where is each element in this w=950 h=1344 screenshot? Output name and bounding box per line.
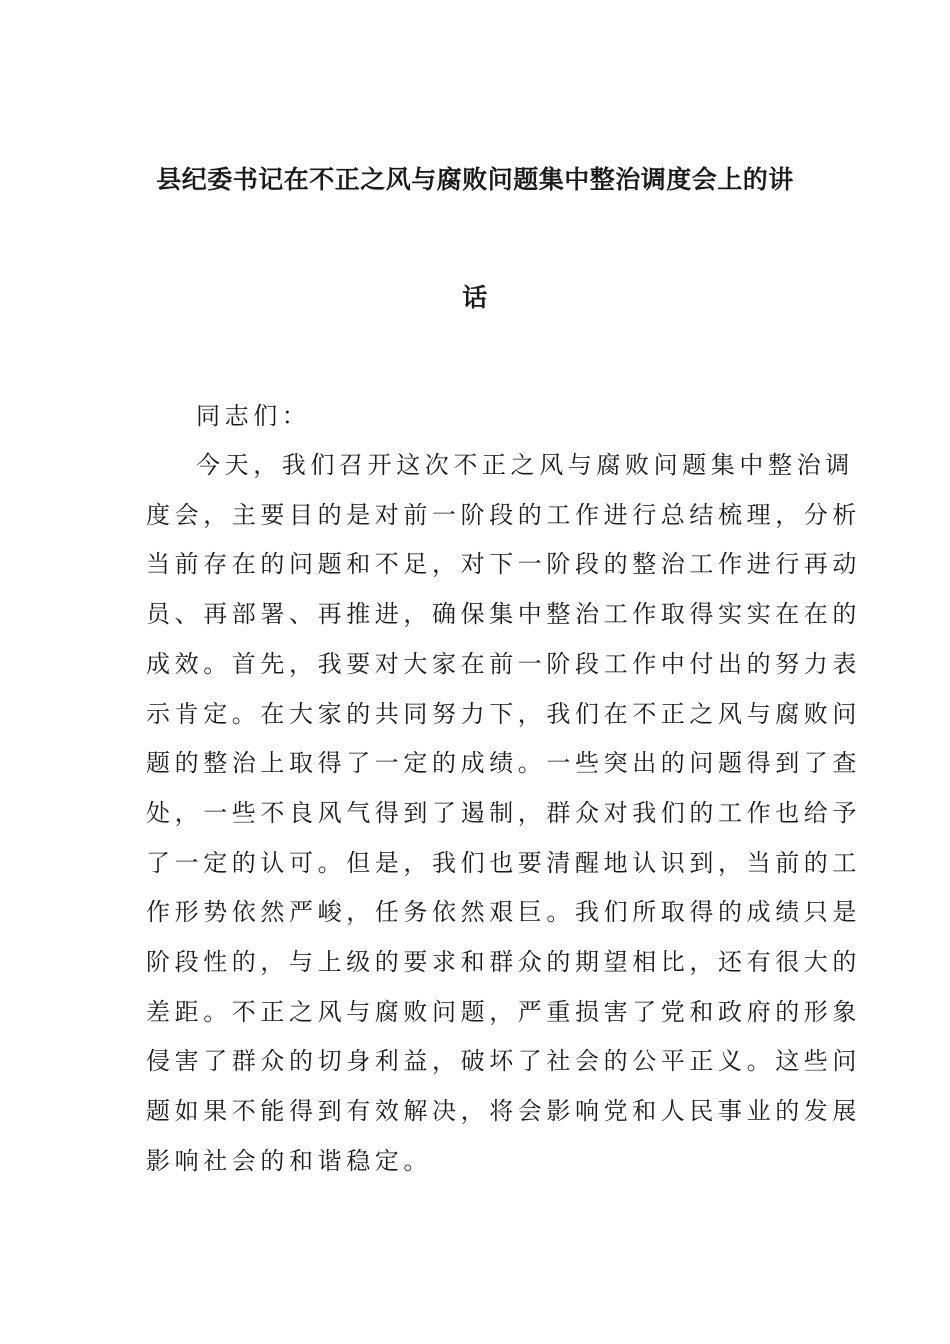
paragraph-line: 员、再部署、再推进，确保集中整治工作取得实实在在的 bbox=[146, 600, 861, 629]
body-paragraph bbox=[146, 441, 861, 1187]
paragraph-line: 题如果不能得到有效解决，将会影响党和人民事业的发展 bbox=[146, 1097, 861, 1126]
paragraph-line: 示肯定。在大家的共同努力下，我们在不正之风与腐败问 bbox=[146, 699, 861, 728]
paragraph-line: 差距。不正之风与腐败问题，严重损害了党和政府的形象 bbox=[146, 997, 861, 1026]
paragraph-line: 作形势依然严峻，任务依然艰巨。我们所取得的成绩只是 bbox=[146, 898, 861, 927]
paragraph-line: 今天，我们召开这次不正之风与腐败问题集中整治调 bbox=[196, 451, 854, 479]
paragraph-line: 当前存在的问题和不足，对下一阶段的整治工作进行再动 bbox=[146, 550, 861, 579]
paragraph-line: 题的整治上取得了一定的成绩。一些突出的问题得到了查 bbox=[146, 749, 861, 778]
paragraph-line: 阶段性的，与上级的要求和群众的期望相比，还有很大的 bbox=[146, 948, 861, 977]
paragraph-line: 影响社会的和谐稳定。 bbox=[146, 1146, 432, 1175]
paragraph-line: 成效。首先，我要对大家在前一阶段工作中付出的努力表 bbox=[146, 649, 861, 678]
document-title-line-2: 话 bbox=[462, 283, 488, 312]
document-title-line-1: 县纪委书记在不正之风与腐败问题集中整治调度会上的讲 bbox=[156, 165, 794, 194]
paragraph-line: 处，一些不良风气得到了遏制，群众对我们的工作也给予 bbox=[146, 798, 861, 827]
paragraph-line: 度会，主要目的是对前一阶段的工作进行总结梳理，分析 bbox=[146, 500, 861, 529]
paragraph-line: 了一定的认可。但是，我们也要清醒地认识到，当前的工 bbox=[146, 848, 861, 877]
paragraph-line: 侵害了群众的切身利益，破坏了社会的公平正义。这些问 bbox=[146, 1047, 861, 1076]
salutation: 同志们： bbox=[196, 402, 311, 430]
